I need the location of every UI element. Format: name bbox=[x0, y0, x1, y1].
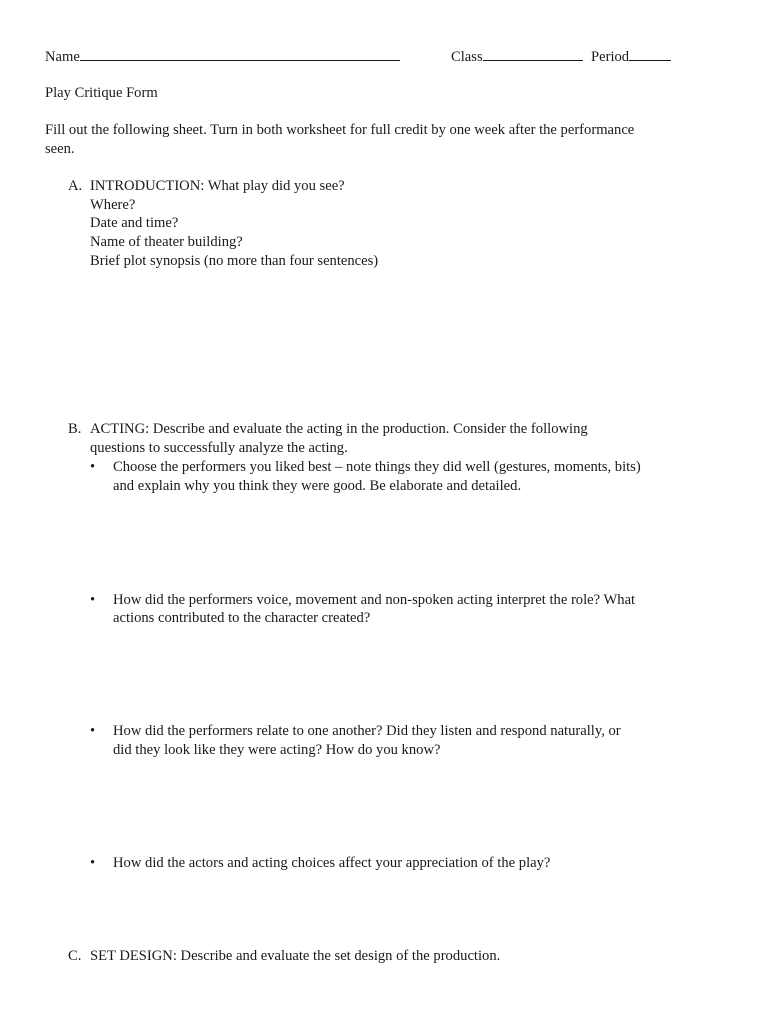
bullet-icon: • bbox=[90, 855, 96, 871]
bullet-4-line-1: How did the actors and acting choices affect your appreciation of the play? bbox=[113, 855, 551, 871]
section-b-heading: ACTING: Describe and evaluate the acting in the production. Consider the following bbox=[90, 421, 588, 437]
name-label: Name bbox=[45, 49, 80, 65]
section-c-heading: SET DESIGN: Describe and evaluate the set design of the production. bbox=[90, 948, 501, 964]
period-field[interactable] bbox=[591, 46, 671, 67]
bullet-1-line-1: Choose the performers you liked best – note things they did well (gestures, moments, bits) bbox=[113, 459, 641, 475]
bullet-icon: • bbox=[90, 592, 96, 608]
section-b-letter: B. bbox=[68, 421, 82, 437]
period-label: Period bbox=[591, 49, 630, 65]
instructions-line-2: seen. bbox=[45, 141, 75, 157]
instructions-line-1: Fill out the following sheet. Turn in both worksheet for full credit by one week after the performance bbox=[45, 122, 635, 138]
section-c-letter: C. bbox=[68, 948, 82, 964]
bullet-2-line-2: actions contributed to the character created? bbox=[113, 610, 371, 626]
section-a-theater: Name of theater building? bbox=[90, 234, 243, 250]
bullet-icon: • bbox=[90, 723, 96, 739]
name-field[interactable] bbox=[45, 46, 400, 67]
name-blank-line[interactable] bbox=[80, 46, 400, 61]
section-a-where: Where? bbox=[90, 197, 136, 213]
bullet-1-line-2: and explain why you think they were good. Be elaborate and detailed. bbox=[113, 478, 522, 494]
period-blank-line[interactable] bbox=[629, 46, 671, 61]
section-a-date-time: Date and time? bbox=[90, 215, 179, 231]
section-a-letter: A. bbox=[68, 178, 83, 194]
section-a-heading: INTRODUCTION: What play did you see? bbox=[90, 178, 345, 194]
bullet-3-line-2: did they look like they were acting? How do you know? bbox=[113, 742, 441, 758]
form-title: Play Critique Form bbox=[45, 85, 158, 101]
section-b-heading-cont: questions to successfully analyze the acting. bbox=[90, 440, 348, 456]
section-a-synopsis: Brief plot synopsis (no more than four sentences) bbox=[90, 253, 379, 269]
class-field[interactable] bbox=[451, 46, 583, 67]
bullet-3-line-1: How did the performers relate to one another? Did they listen and respond naturally, or bbox=[113, 723, 621, 739]
bullet-2-line-1: How did the performers voice, movement and non-spoken acting interpret the role? What bbox=[113, 592, 636, 608]
class-label: Class bbox=[451, 49, 483, 65]
bullet-icon: • bbox=[90, 459, 96, 475]
class-blank-line[interactable] bbox=[483, 46, 583, 61]
